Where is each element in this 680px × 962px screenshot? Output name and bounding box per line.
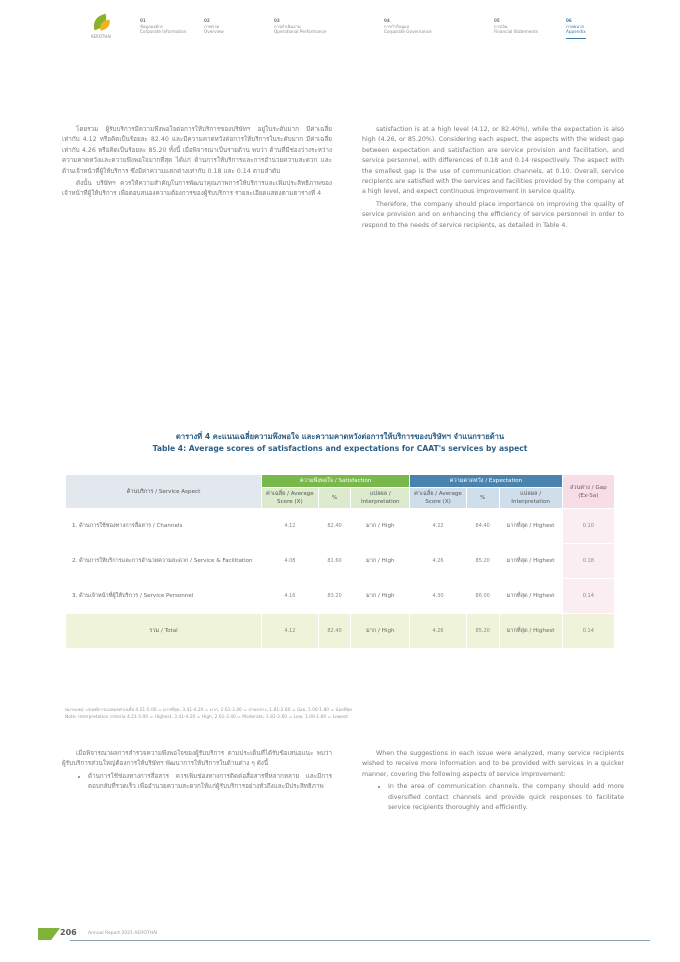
page-number: 206 — [60, 928, 77, 937]
gap-value: 0.10 — [562, 509, 614, 544]
paragraph: satisfaction is at a high level (4.12, or 82.40%), while the expectation is also high (4.26, or 85.20%). Considering each aspect, the aspects with the widest gap between expectation and satisfaction are service provision and facilitation, and service personnel, with differences of 0.18 and 0.14 respectively. The aspect with the smallest gap is the use of communication channels, at 0.10. Overall, service recipients are satisfied with the services and facilities provided by the company at a high level, and expect continuous improvement in service quality. — [362, 126, 624, 196]
logo[interactable] — [88, 14, 114, 44]
header-service-aspect: ด้านบริการ / Service Aspect — [66, 475, 262, 509]
sat-percent: 81.60 — [318, 544, 351, 579]
table-row — [66, 579, 615, 614]
paragraph: When the suggestions in each issue were analyzed, many service recipients wished to receive more information and to be provided with services in a quicker manner, covering the following aspects of service improvement: — [362, 750, 624, 778]
list-item: • ด้านการใช้ช่องทางการสื่อสาร ควรเพิ่มช่องทางการติดต่อสื่อสารที่หลากหลาย และมีการตอบกลับที่รวดเร็ว เพื่ออำนวยความสะดวกให้แก่ผู้รับบริการอย่างทั่วถึงและมีประสิทธิภาพ — [88, 772, 332, 793]
exp-percent: 84.40 — [466, 509, 499, 544]
header-satisfaction: ความพึงพอใจ / Satisfaction — [262, 475, 410, 488]
total-exp-interpretation: มากที่สุด / Highest — [499, 614, 562, 649]
gap-value: 0.18 — [562, 544, 614, 579]
sat-percent: 82.40 — [318, 509, 351, 544]
row-label: 1. ด้านการใช้ช่องทางการสื่อสาร / Channels — [66, 509, 262, 544]
row-label: 3. ด้านเจ้าหน้าที่ผู้ให้บริการ / Service Personnel — [66, 579, 262, 614]
header-exp-percent: % — [466, 488, 499, 509]
paragraph: Therefore, the company should place importance on improving the quality of service provision and on enhancing the efficiency of service personnel in order to respond to the needs of service recipients, as detailed in Table 4. — [362, 200, 624, 229]
nav-item-6-active[interactable]: 06 ภาคผนวก Appendix — [566, 18, 586, 34]
table-row — [66, 544, 615, 579]
row-label: 2. ด้านการให้บริการและการอำนวยความสะดวก / Service & Facilitation — [66, 544, 262, 579]
header-expectation: ความคาดหวัง / Expectation — [410, 475, 562, 488]
exp-percent: 86.00 — [466, 579, 499, 614]
sat-interpretation: มาก / High — [351, 544, 410, 579]
exp-interpretation: มากที่สุด / Highest — [499, 509, 562, 544]
satisfaction-table — [65, 474, 615, 649]
nav-item-2[interactable]: 02 ภาพรวม Overview — [204, 18, 224, 34]
logo-caption: AEROTHAI — [90, 34, 112, 39]
total-sat-interpretation: มาก / High — [351, 614, 410, 649]
caption-english: Table 4: Average scores of satisfactions and expectations for CAAT's services by aspect — [152, 444, 528, 453]
caption-thai: ตารางที่ 4 คะแนนเฉลี่ยความพึงพอใจ และความคาดหวังต่อการให้บริการของบริษัทฯ จำแนกรายด้าน — [175, 432, 505, 441]
bullet-list — [62, 772, 332, 793]
bullet-list — [362, 782, 624, 813]
header-gap: ส่วนต่าง / Gap (Ex-Sa) — [562, 475, 614, 509]
total-exp-average: 4.26 — [410, 614, 467, 649]
nav-item-4[interactable]: 04 การกำกับดูแล Corporate Governance — [384, 18, 432, 34]
page-footer — [38, 928, 650, 942]
paragraph: โดยรวม ผู้รับบริการมีความพึงพอใจต่อการให้บริการของบริษัทฯ อยู่ในระดับมาก มีค่าเฉลี่ยเท่ากับ 4.12 หรือคิดเป็นร้อยละ 82.40 และมีความคาดหวังต่อการให้บริการในระดับมาก มีค่าเฉลี่ยเท่ากับ 4.26 หรือคิดเป็นร้อยละ 85.20 ทั้งนี้ เมื่อพิจารณาเป็นรายด้าน พบว่า ด้านที่มีช่องว่างระหว่างความคาดหวังและความพึงพอใจมากที่สุด ได้แก่ ด้านการให้บริการและการอำนวยความสะดวก และด้านเจ้าหน้าที่ผู้ให้บริการ ซึ่งมีค่าความแตกต่างเท่ากับ 0.18 และ 0.14 ตามลำดับ — [62, 126, 332, 175]
paragraph: เมื่อพิจารณาผลการสำรวจความพึงพอใจของผู้รับบริการ ตามประเด็นที่ได้รับข้อเสนอแนะ พบว่า ผู้รับบริการส่วนใหญ่ต้องการให้บริษัทฯ พัฒนาการให้บริการในด้านต่าง ๆ ดังนี้ — [62, 750, 332, 768]
top-navigation — [88, 14, 628, 50]
footer-text: Annual Report 2021 AEROTHAI — [88, 931, 158, 936]
header-sat-average: ค่าเฉลี่ย / Average Score (X) — [262, 488, 319, 509]
exp-interpretation: มากที่สุด / Highest — [499, 544, 562, 579]
paragraph: ดังนั้น บริษัทฯ ควรให้ความสำคัญในการพัฒนาคุณภาพการให้บริการและเพิ่มประสิทธิภาพของเจ้าหน้าที่ผู้ให้บริการ เพื่อตอบสนองความต้องการของผู้รับบริการ รายละเอียดแสดงตามตารางที่ 4 — [62, 180, 332, 198]
total-label: รวม / Total — [66, 614, 262, 649]
exp-interpretation: มากที่สุด / Highest — [499, 579, 562, 614]
exp-average: 4.26 — [410, 544, 467, 579]
thai-text-column-bottom — [62, 749, 332, 794]
gap-value: 0.14 — [562, 579, 614, 614]
total-gap: 0.14 — [562, 614, 614, 649]
sat-average: 4.16 — [262, 579, 319, 614]
exp-percent: 85.20 — [466, 544, 499, 579]
exp-average: 4.30 — [410, 579, 467, 614]
footer-divider — [70, 940, 650, 941]
table-total-row — [66, 614, 615, 649]
nav-item-3[interactable]: 03 การดำเนินงาน Operational Performance — [274, 18, 327, 34]
sat-interpretation: มาก / High — [351, 509, 410, 544]
header-exp-average: ค่าเฉลี่ย / Average Score (X) — [410, 488, 467, 509]
header-sat-interpretation: แปลผล / Interpretation — [351, 488, 410, 509]
header-exp-interpretation: แปลผล / Interpretation — [499, 488, 562, 509]
header-sat-percent: % — [318, 488, 351, 509]
nav-item-5[interactable]: 05 การเงิน Financial Statements — [494, 18, 538, 34]
table-notes — [65, 708, 625, 721]
note-english: Note: Interpretation criteria 4.21-5.00 = Highest, 3.41-4.20 = High, 2.61-3.40 = Moderate, 1.81-2.60 = Low, 1.00-1.80 = Lowest — [65, 714, 348, 720]
sat-average: 4.08 — [262, 544, 319, 579]
list-item: • In the area of communication channels, the company should add more diversified contact channels and provide quick responses to facilitate service recipients thoroughly and efficiently. — [388, 782, 624, 813]
table-caption — [0, 431, 680, 455]
sat-average: 4.12 — [262, 509, 319, 544]
english-text-column-top — [362, 125, 624, 233]
english-text-column-bottom — [362, 749, 624, 814]
sat-interpretation: มาก / High — [351, 579, 410, 614]
sat-percent: 83.20 — [318, 579, 351, 614]
nav-item-1[interactable]: 01 ข้อมูลองค์กร Corporate Information — [140, 18, 187, 34]
total-sat-average: 4.12 — [262, 614, 319, 649]
total-exp-percent: 85.20 — [466, 614, 499, 649]
table-row — [66, 509, 615, 544]
footer-accent-icon — [38, 928, 60, 940]
thai-text-column-top — [62, 125, 332, 202]
exp-average: 4.22 — [410, 509, 467, 544]
note-thai: หมายเหตุ: เกณฑ์การแปลผลค่าเฉลี่ย 4.21-5.00 = มากที่สุด, 3.41-4.20 = มาก, 2.61-3.40 = ปานกลาง, 1.81-2.60 = น้อย, 1.00-1.80 = น้อยที่สุด — [65, 708, 353, 713]
total-sat-percent: 82.40 — [318, 614, 351, 649]
